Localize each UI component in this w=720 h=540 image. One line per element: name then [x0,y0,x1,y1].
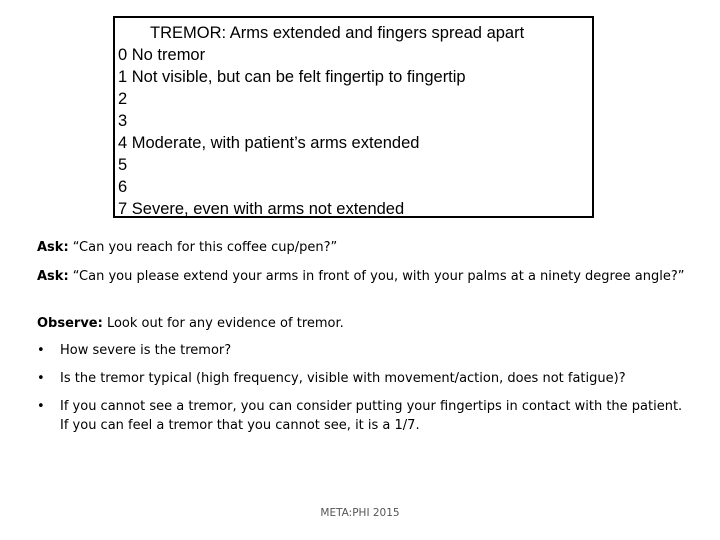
bullet-text-line-1: If you cannot see a tremor, you can consider putting your fingertips in contact with the patient. [60,399,683,414]
observe-label: Observe: [37,316,103,331]
bullet-text: Is the tremor typical (high frequency, visible with movement/action, does not fatigue)? [60,371,626,386]
tremor-scale-box [113,16,594,218]
observe-text: Look out for any evidence of tremor. [102,316,344,331]
scale-item-5: 5 [118,156,128,174]
bullet-item-severity [37,341,682,369]
scale-item-1: 1 Not visible, but can be felt fingertip to fingertip [118,68,466,86]
bullet-item-fingertips [37,397,682,435]
scale-item-4: 4 Moderate, with patient’s arms extended [118,134,420,152]
footer-credit: META:PHI 2015 [320,507,400,519]
ask-label: Ask: [37,240,69,255]
ask-label: Ask: [37,269,69,284]
bullet-icon: • [37,371,45,386]
scale-item-6: 6 [118,178,128,196]
scale-title: TREMOR: Arms extended and fingers spread apart [150,24,525,42]
scale-item-2: 2 [118,90,128,108]
bullet-text-line-2: If you can feel a tremor that you cannot see, it is a 1/7. [60,418,420,433]
bullet-item-typical [37,369,682,397]
scale-item-0: 0 No tremor [118,46,206,64]
ask-reach-text: “Can you reach for this coffee cup/pen?” [68,240,338,255]
bullet-icon: • [37,399,45,414]
scale-item-7: 7 Severe, even with arms not extended [118,200,405,218]
bullet-icon: • [37,343,45,358]
ask-extend-text: “Can you please extend your arms in front of you, with your palms at a ninety degree angle?” [68,269,685,284]
ask-extend-prompt [37,267,684,286]
ask-reach-prompt [37,238,337,257]
scale-list [118,44,466,220]
observation-bullet-list [37,341,682,435]
bullet-text: How severe is the tremor? [60,343,232,358]
observe-instruction [37,314,344,333]
scale-item-3: 3 [118,112,128,130]
